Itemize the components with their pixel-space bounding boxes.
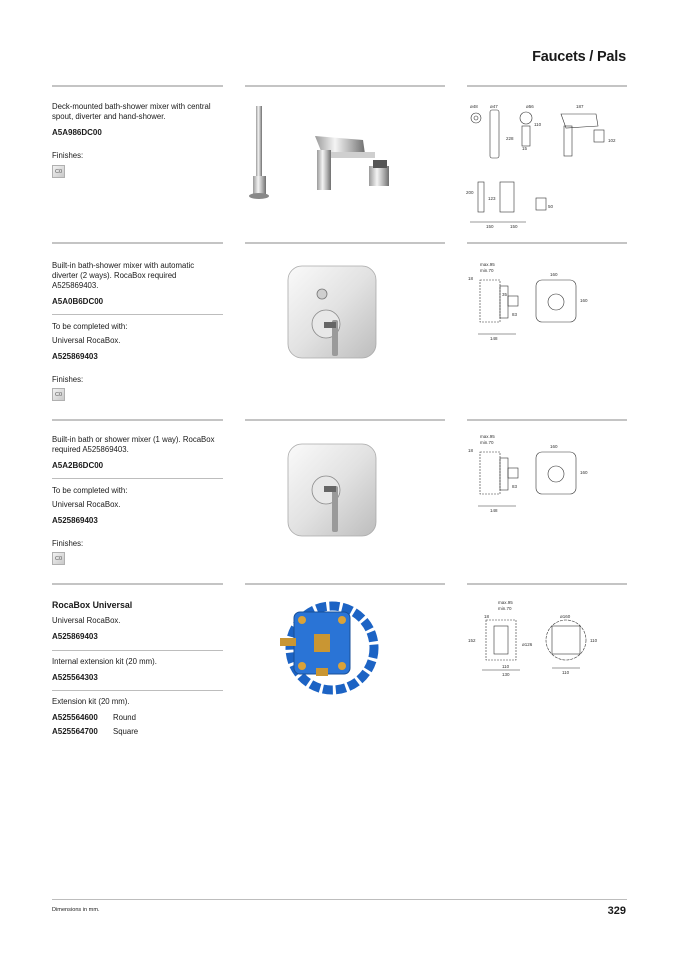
page-number: 329 — [607, 905, 626, 917]
technical-drawing — [466, 100, 626, 230]
product-image-built-in-2way — [284, 262, 380, 362]
finish-swatch: C0 — [52, 388, 65, 401]
dimension-label: 228 — [506, 136, 514, 141]
dimension-label: ø160 — [560, 614, 571, 619]
kit-description: Extension kit (20 mm). — [52, 697, 130, 706]
divider — [52, 85, 223, 87]
section-heading: RocaBox Universal — [52, 600, 133, 610]
divider — [52, 899, 627, 900]
divider — [467, 242, 627, 244]
product-description: Built-in bath-shower mixer with automatic diverter (2 ways). RocaBox required A525869403. — [52, 261, 195, 290]
technical-drawing — [466, 434, 626, 514]
dimension-label: 187 — [576, 104, 584, 109]
extension-code: A525564303 — [52, 673, 98, 682]
finish-swatch: C0 — [52, 552, 65, 565]
dimension-label: 18 — [484, 614, 490, 619]
dimension-label: 130 — [502, 672, 510, 677]
complete-item: Universal RocaBox. — [52, 336, 121, 345]
dimension-label: min.70 — [498, 606, 512, 611]
divider — [52, 314, 223, 315]
divider — [52, 690, 223, 691]
extension-description: Internal extension kit (20 mm). — [52, 657, 157, 666]
dimension-label: max.95 — [480, 434, 495, 439]
dimension-label: 160 — [550, 444, 558, 449]
dimension-label: 152 — [468, 638, 476, 643]
dimension-label: 110 — [562, 670, 570, 675]
dimension-label: max.95 — [498, 600, 513, 605]
dimension-label: min.70 — [480, 268, 494, 273]
divider — [52, 583, 223, 585]
dimension-label: 15 — [522, 146, 528, 151]
variant-code: A525564700 — [52, 727, 98, 736]
dimension-label: ø56 — [526, 104, 534, 109]
complete-code: A525869403 — [52, 352, 98, 361]
variant-label: Square — [113, 727, 139, 736]
complete-label: To be completed with: — [52, 486, 128, 495]
dimension-label: ø126 — [522, 642, 533, 647]
complete-label: To be completed with: — [52, 322, 128, 331]
dimension-label: ø48 — [470, 104, 478, 109]
finishes-label: Finishes: — [52, 151, 84, 160]
finishes-label: Finishes: — [52, 375, 84, 384]
dimension-label: 110 — [590, 638, 598, 643]
product-description: Deck-mounted bath-shower mixer with central spout, diverter and hand-shower. — [52, 102, 211, 121]
finishes-label: Finishes: — [52, 539, 84, 548]
dimension-label: 123 — [488, 196, 496, 201]
dimension-label: 160 — [550, 272, 558, 277]
divider — [467, 419, 627, 421]
product-description: Built-in bath or shower mixer (1 way). RocaBox required A525869403. — [52, 435, 215, 454]
technical-drawing — [466, 598, 626, 680]
footer-note: Dimensions in mm. — [52, 907, 100, 913]
divider — [52, 242, 223, 244]
product-code: A5A2B6DC00 — [52, 461, 104, 470]
divider — [52, 419, 223, 421]
dimension-label: 35 — [502, 292, 508, 297]
dimension-label: 83 — [512, 484, 518, 489]
dimension-label: 148 — [490, 508, 498, 513]
divider — [245, 419, 445, 421]
variant-code: A525564600 — [52, 713, 98, 722]
dimension-label: min.70 — [480, 440, 494, 445]
dimension-label: 148 — [490, 336, 498, 341]
dimension-label: 18 — [468, 276, 474, 281]
dimension-label: 110 — [534, 122, 542, 127]
dimension-label: 50 — [548, 204, 554, 209]
dimension-label: 150 — [486, 224, 494, 229]
dimension-label: 83 — [512, 312, 518, 317]
divider — [467, 583, 627, 585]
variant-label: Round — [113, 713, 136, 722]
page-title: Faucets / Pals — [532, 49, 626, 65]
dimension-label: ø47 — [490, 104, 498, 109]
product-description: Universal RocaBox. — [52, 616, 121, 625]
dimension-label: 110 — [502, 664, 510, 669]
divider — [245, 85, 445, 87]
divider — [467, 85, 627, 87]
divider — [245, 583, 445, 585]
dimension-label: max.95 — [480, 262, 495, 267]
product-image-rocabox — [272, 598, 388, 702]
divider — [52, 478, 223, 479]
product-code: A5A0B6DC00 — [52, 297, 104, 306]
dimension-label: 102 — [608, 138, 616, 143]
product-code: A5A986DC00 — [52, 128, 102, 137]
divider — [245, 242, 445, 244]
product-image-bath-shower-mixer — [245, 100, 410, 205]
product-image-built-in-1way — [284, 440, 380, 540]
dimension-label: 150 — [510, 224, 518, 229]
complete-code: A525869403 — [52, 516, 98, 525]
technical-drawing — [466, 262, 626, 342]
product-code: A525869403 — [52, 632, 98, 641]
dimension-label: 160 — [580, 470, 588, 475]
finish-swatch: C0 — [52, 165, 65, 178]
dimension-label: 200 — [466, 190, 474, 195]
complete-item: Universal RocaBox. — [52, 500, 121, 509]
dimension-label: 160 — [580, 298, 588, 303]
dimension-label: 18 — [468, 448, 474, 453]
divider — [52, 650, 223, 651]
